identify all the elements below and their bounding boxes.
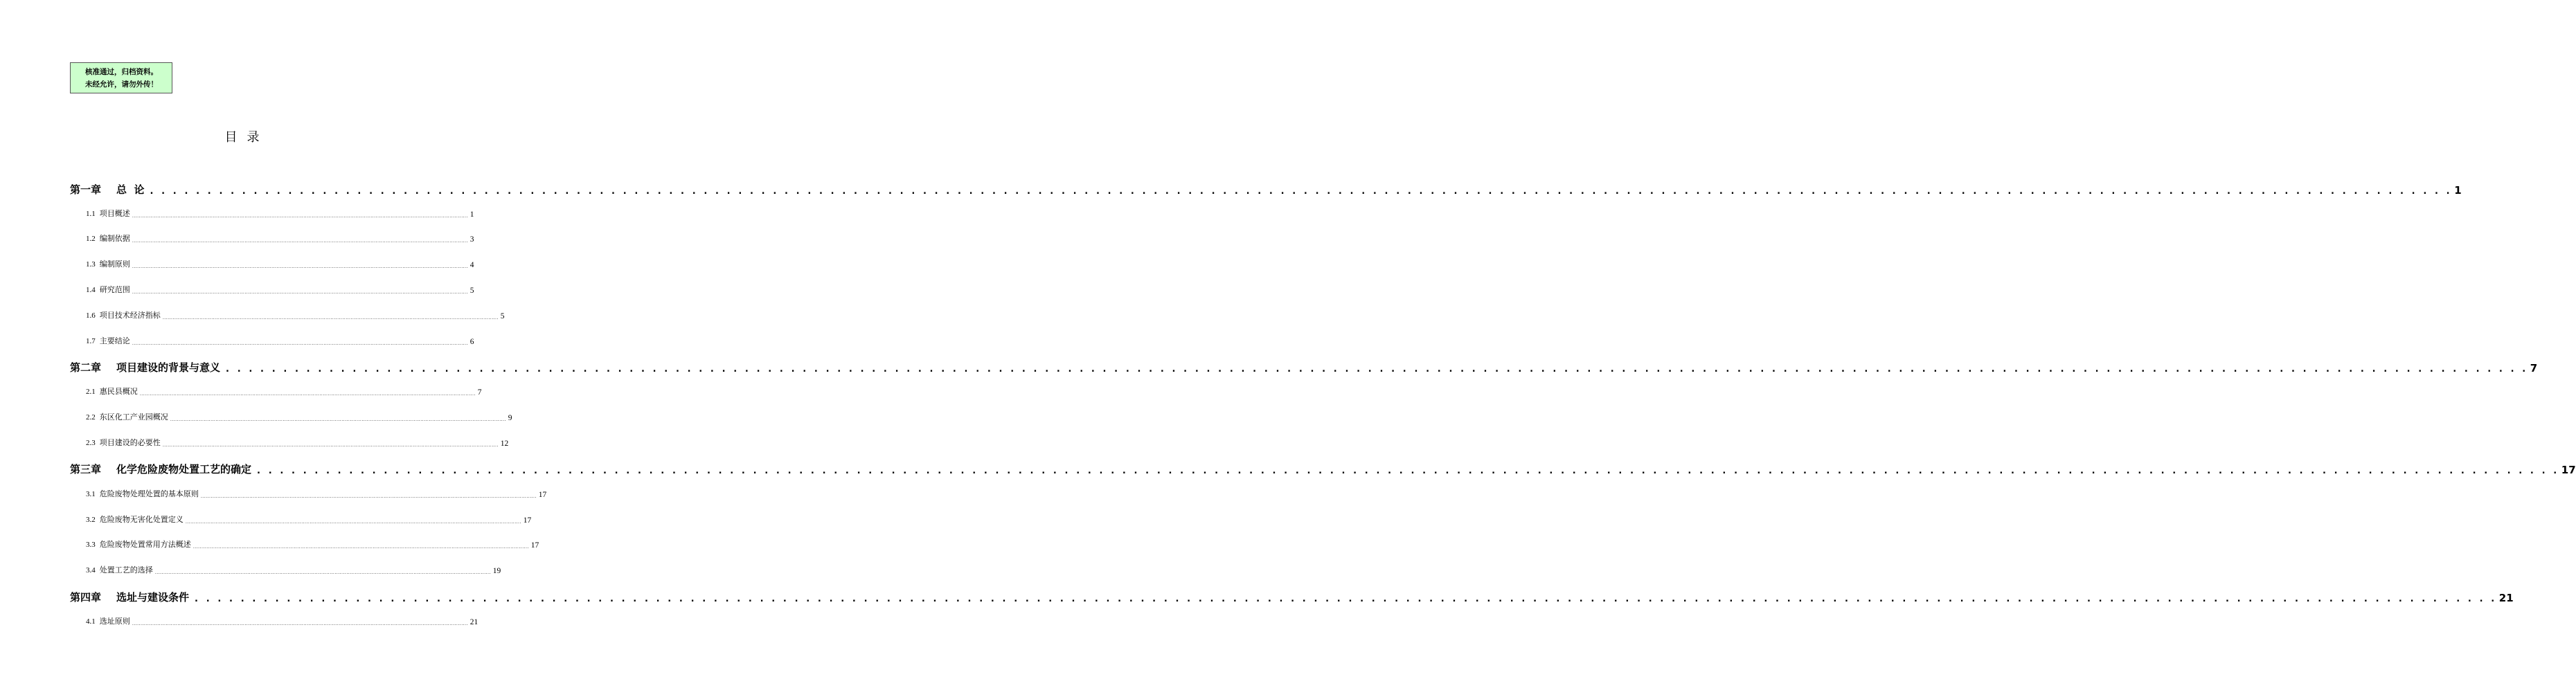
toc-entry-title: 惠民县概况 [99, 387, 138, 396]
toc-entry-label [86, 258, 130, 269]
toc-entry-title: 编制依据 [99, 234, 130, 243]
toc-page-number: 17 [2561, 464, 2576, 476]
toc-entry-title: 处置工艺的选择 [99, 565, 153, 574]
toc-page-number: 19 [492, 567, 501, 575]
toc-entry-title: 主要结论 [99, 336, 130, 345]
toc-chapter-entry[interactable] [70, 359, 2538, 374]
toc-entry-number: 4.1 [86, 617, 96, 626]
toc-page-number: 5 [500, 312, 505, 320]
toc-entry-label [86, 564, 153, 575]
toc-page-number: 21 [469, 618, 478, 626]
toc-entry-title: 研究范围 [99, 285, 130, 294]
toc-entry-title: 项目概述 [99, 209, 130, 218]
toc-section-entry[interactable] [86, 335, 474, 346]
toc-entry-label [86, 411, 168, 422]
toc-section-entry[interactable] [86, 208, 474, 219]
confidential-stamp [70, 62, 172, 93]
toc-entry-number: 1.6 [86, 311, 96, 320]
toc-page-number: 4 [469, 261, 474, 269]
toc-chapter-entry[interactable] [70, 461, 2576, 476]
toc-section-entry[interactable] [86, 233, 474, 244]
toc-page-number: 7 [2530, 362, 2538, 374]
toc-entry-label [70, 182, 144, 197]
toc-page-number: 9 [508, 414, 512, 422]
toc-entry-number: 第四章 [70, 591, 102, 604]
toc-entry-number: 2.2 [86, 413, 96, 422]
toc-page-number: 17 [538, 491, 547, 499]
toc-leader-dots: ........................................................................................................................................................................................................ [132, 621, 468, 626]
toc-leader-dots: ........................................................................................................................................................................................................ [132, 213, 468, 219]
toc-page-number: 5 [469, 287, 474, 295]
page-title: 目录 [224, 130, 269, 145]
toc-entry-number: 2.1 [86, 388, 96, 396]
toc-page-number: 1 [469, 210, 474, 219]
toc-entry-label [86, 284, 130, 295]
toc-section-entry[interactable] [86, 437, 509, 448]
toc-section-entry[interactable] [86, 309, 505, 320]
toc-leader-dots: . . . . . . . . . . . . . . . . . . . . . . . . . . . . . . . . . . . . . . . . . . . . . . . . . . . . . . . . . . . . . . . . . . . . . . . . . . . . . . . . . . . . . . . . . . . . . . . . . . . . . . . . . . . . . . . . . . . . . . . . . . . . . . . . . . . . . . . . . . . . . . . . . . . . . . . . . . . . . . . . . . . . . . . . . . . . . . . . . . . . . . . . . . . . . . . . . . . . . . . . [257, 466, 2559, 476]
toc-entry-label [70, 360, 220, 374]
toc-page-number: 21 [2498, 592, 2514, 604]
toc-entry-title: 项目建设的背景与意义 [116, 361, 221, 374]
toc-entry-title: 选址与建设条件 [116, 591, 190, 604]
toc-entry-label [86, 488, 199, 499]
toc-entry-number: 1.2 [86, 235, 96, 243]
toc-leader-dots: ........................................................................................................................................................................................................ [162, 315, 499, 320]
toc-entry-number: 3.2 [86, 516, 96, 524]
toc-entry-title: 危险废物无害化处置定义 [99, 515, 184, 524]
toc-entry-label [86, 335, 130, 346]
stamp-line-1: 核准通过，归档资料。 [85, 68, 158, 76]
toc-entry-number: 3.3 [86, 541, 96, 549]
toc-entry-title: 东区化工产业园概况 [99, 413, 168, 422]
toc-entry-number: 第二章 [70, 361, 102, 374]
toc-entry-label [86, 386, 138, 397]
toc-leader-dots: ........................................................................................................................................................................................................ [132, 264, 468, 269]
toc-leader-dots: ........................................................................................................................................................................................................ [132, 341, 468, 346]
toc-page-number: 17 [523, 516, 532, 525]
toc-entry-number: 第三章 [70, 463, 102, 476]
toc-entry-title: 项目建设的必要性 [99, 438, 161, 447]
toc-entry-label [86, 208, 130, 219]
toc-chapter-entry[interactable] [70, 589, 2514, 604]
toc-leader-dots: . . . . . . . . . . . . . . . . . . . . . . . . . . . . . . . . . . . . . . . . . . . . . . . . . . . . . . . . . . . . . . . . . . . . . . . . . . . . . . . . . . . . . . . . . . . . . . . . . . . . . . . . . . . . . . . . . . . . . . . . . . . . . . . . . . . . . . . . . . . . . . . . . . . . . . . . . . . . . . . . . . . . . . . . . . . . . . . . . . . . . . . . . . . . . . . . . . . . . . . . [226, 364, 2528, 374]
toc-section-entry[interactable] [86, 564, 501, 575]
toc-page-number: 7 [477, 388, 482, 397]
toc-entry-title: 选址原则 [99, 617, 130, 626]
toc-entry-number: 1.7 [86, 337, 96, 345]
toc-section-entry[interactable] [86, 258, 474, 269]
toc-leader-dots: ........................................................................................................................................................................................................ [154, 570, 491, 575]
toc-entry-label [70, 462, 251, 476]
toc-entry-number: 3.4 [86, 566, 96, 574]
toc-entry-number: 1.3 [86, 260, 96, 269]
toc-section-entry[interactable] [86, 514, 532, 525]
toc-section-entry[interactable] [86, 488, 547, 499]
toc-leader-dots: ........................................................................................................................................................................................................ [200, 494, 537, 499]
toc-entry-number: 2.3 [86, 439, 96, 447]
toc-entry-title: 编制原则 [99, 260, 130, 269]
toc-entry-title: 总 论 [116, 183, 145, 196]
toc-entry-number: 1.1 [86, 210, 96, 218]
toc-entry-title: 危险废物处置常用方法概述 [99, 540, 191, 549]
toc-entry-label [86, 309, 161, 320]
toc-section-entry[interactable] [86, 615, 478, 626]
toc-page-number: 17 [530, 541, 539, 550]
toc-entry-label [86, 538, 191, 550]
toc-page-number: 6 [469, 338, 474, 346]
toc-entry-label [86, 437, 161, 448]
toc-chapter-entry[interactable] [70, 181, 2462, 197]
toc-entry-title: 项目技术经济指标 [99, 311, 161, 320]
toc-entry-label [86, 233, 130, 244]
toc-leader-dots: . . . . . . . . . . . . . . . . . . . . . . . . . . . . . . . . . . . . . . . . . . . . . . . . . . . . . . . . . . . . . . . . . . . . . . . . . . . . . . . . . . . . . . . . . . . . . . . . . . . . . . . . . . . . . . . . . . . . . . . . . . . . . . . . . . . . . . . . . . . . . . . . . . . . . . . . . . . . . . . . . . . . . . . . . . . . . . . . . . . . . . . . . . . . . . . . . . . . . . . . [150, 186, 2453, 197]
toc-leader-dots: ........................................................................................................................................................................................................ [132, 238, 468, 244]
toc-leader-dots: ........................................................................................................................................................................................................ [185, 519, 521, 525]
toc-section-entry[interactable] [86, 386, 482, 397]
toc-section-entry[interactable] [86, 411, 512, 422]
toc-section-entry[interactable] [86, 538, 539, 550]
toc-leader-dots: ........................................................................................................................................................................................................ [162, 442, 499, 448]
toc-entry-number: 第一章 [70, 183, 102, 196]
toc-entry-title: 危险废物处理处置的基本原则 [99, 489, 199, 498]
toc-page-number: 12 [500, 440, 509, 448]
toc-entry-number: 1.4 [86, 286, 96, 294]
toc-leader-dots: ........................................................................................................................................................................................................ [139, 391, 476, 397]
toc-page-number: 3 [469, 235, 474, 244]
toc-leader-dots: . . . . . . . . . . . . . . . . . . . . . . . . . . . . . . . . . . . . . . . . . . . . . . . . . . . . . . . . . . . . . . . . . . . . . . . . . . . . . . . . . . . . . . . . . . . . . . . . . . . . . . . . . . . . . . . . . . . . . . . . . . . . . . . . . . . . . . . . . . . . . . . . . . . . . . . . . . . . . . . . . . . . . . . . . . . . . . . . . . . . . . . . . . . . . . . . . . . . . . . . [195, 594, 2497, 604]
stamp-line-2: 未经允许，请勿外传！ [85, 80, 158, 89]
toc-entry-title: 化学危险废物处置工艺的确定 [116, 463, 252, 476]
toc-entry-label [70, 590, 189, 604]
toc-leader-dots: ........................................................................................................................................................................................................ [132, 289, 468, 295]
toc-entry-label [86, 514, 184, 525]
toc-leader-dots: ........................................................................................................................................................................................................ [193, 544, 529, 550]
toc-page-number: 1 [2454, 184, 2462, 197]
toc-leader-dots: ........................................................................................................................................................................................................ [170, 417, 506, 422]
toc-section-entry[interactable] [86, 284, 474, 295]
toc-entry-number: 3.1 [86, 490, 96, 498]
toc-entry-label [86, 615, 130, 626]
